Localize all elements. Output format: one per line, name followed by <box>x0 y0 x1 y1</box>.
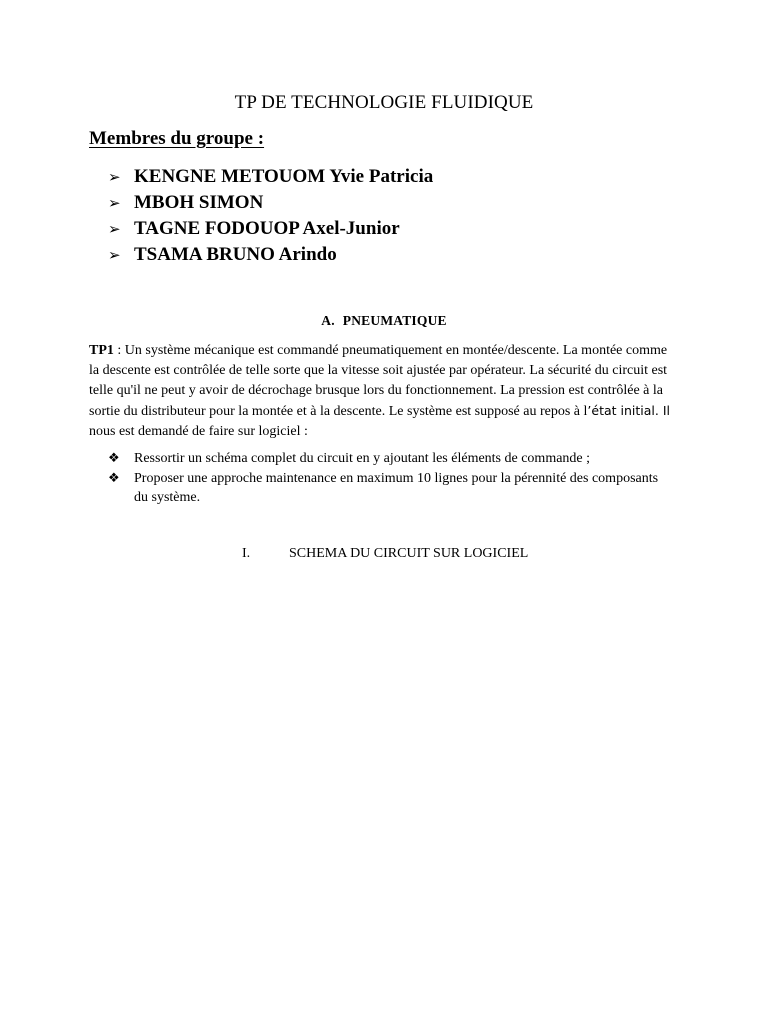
arrow-bullet-icon: ➢ <box>108 194 121 212</box>
section-a-heading <box>0 313 768 329</box>
member-item <box>108 242 433 268</box>
members-heading: Membres du groupe : <box>89 128 265 149</box>
tp1-text-main: : Un système mécanique est commandé pneumatiquement en montée/descente. La montée comme la descente est contrôlée de telle sorte que la vitesse soit ajustée par opérateur. La sécurité du circuit est telle qu'il ne peut y avoir de décrochage brusque lors du fonctionnement. La pression est contrôlée à la sortie du distributeur pour la montée et à la descente. Le système est supposé au repos à l <box>89 343 668 419</box>
member-item <box>108 164 433 190</box>
section-i-heading <box>242 546 528 562</box>
diamond-bullet-icon: ❖ <box>108 451 120 466</box>
arrow-bullet-icon: ➢ <box>108 220 121 238</box>
section-i-marker: I. <box>242 546 251 561</box>
tp1-text-end: nous est demandé de faire sur logiciel : <box>89 424 308 439</box>
tp1-label: TP1 <box>89 343 114 358</box>
arrow-bullet-icon: ➢ <box>108 168 121 186</box>
member-name: TSAMA BRUNO Arindo <box>134 244 337 265</box>
member-name: TAGNE FODOUOP Axel-Junior <box>134 218 400 239</box>
task-text: Proposer une approche maintenance en maximum 10 lignes pour la pérennité des composants du système. <box>134 470 659 505</box>
member-item <box>108 190 433 216</box>
member-item <box>108 216 433 242</box>
section-a-marker: A. <box>321 313 335 328</box>
document-title: TP DE TECHNOLOGIE FLUIDIQUE <box>234 92 534 113</box>
task-item <box>108 469 668 508</box>
tp1-text-sans: ’état initial. Il <box>587 403 671 418</box>
tasks-list <box>108 449 668 508</box>
section-a-title: PNEUMATIQUE <box>342 313 447 328</box>
tp1-paragraph <box>89 341 671 442</box>
section-i-title: SCHEMA DU CIRCUIT SUR LOGICIEL <box>289 546 529 561</box>
members-list <box>108 164 433 268</box>
arrow-bullet-icon: ➢ <box>108 246 121 264</box>
task-text: Ressortir un schéma complet du circuit en y ajoutant les éléments de commande ; <box>134 451 591 466</box>
member-name: MBOH SIMON <box>134 192 264 213</box>
task-item <box>108 449 668 469</box>
member-name: KENGNE METOUOM Yvie Patricia <box>134 166 434 187</box>
diamond-bullet-icon: ❖ <box>108 470 120 486</box>
